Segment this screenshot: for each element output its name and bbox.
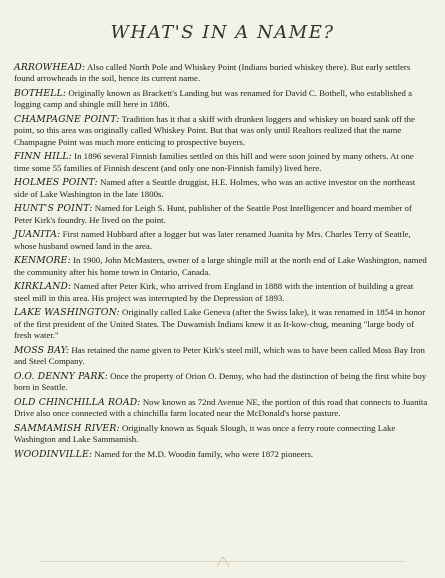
entry-text: Also called North Pole and Whiskey Point (Indians buried whiskey there). But early settlers found arrowheads in the soil, hence its current name. bbox=[14, 62, 411, 84]
entry-bothell bbox=[14, 88, 431, 111]
entry-oo-denny-park bbox=[14, 371, 431, 394]
entry-term: SAMMAMISH RIVER: bbox=[14, 422, 120, 434]
entry-term: JUANITA: bbox=[14, 229, 61, 241]
entry-text: Tradition has it that a skiff with drunken loggers and whiskey on board sank off the point, so this area was originally called Whiskey Point. But that was only until Realtors realized that the name Champagne Point was much more enticing to prospective buyers. bbox=[14, 114, 415, 147]
entry-champagne-point bbox=[14, 114, 431, 148]
entry-text: In 1900, John McMasters, owner of a large shingle mill at the north end of Lake Washington, named the community after his home town in Ontario, Canada. bbox=[14, 255, 427, 277]
entry-text: Originally called Lake Geneva (after the Swiss lake), it was renamed in 1854 in honor of the first president of the United States. The Duwamish Indians knew it as It-kow-chug, meaning "large body of fresh water." bbox=[14, 307, 426, 341]
entry-finn-hill bbox=[14, 151, 431, 174]
entry-term: WOODINVILLE: bbox=[14, 448, 93, 460]
entry-term: BOTHELL: bbox=[14, 88, 67, 99]
entry-text: First named Hubbard after a logger but was later renamed Juanita by Mrs. Charles Terry of Seattle, whose husband owned land in the area. bbox=[14, 229, 411, 251]
entry-holmes-point bbox=[14, 177, 431, 200]
entry-arrowhead bbox=[14, 62, 431, 85]
entry-term: HUNT'S POINT: bbox=[14, 203, 93, 215]
entry-text: Has retained the name given to Peter Kirk's steel mill, which was to have been called Moss Bay Iron and Steel Company. bbox=[14, 344, 425, 367]
entry-kenmore bbox=[14, 255, 431, 278]
entry-old-chinchilla-road bbox=[14, 397, 431, 420]
page-title: WHAT'S IN A NAME? bbox=[110, 22, 335, 43]
entry-text: Named for Leigh S. Hunt, publisher of the Seattle Post Intelligencer and board member of Peter Kirk's foundry. He lived on the point. bbox=[14, 203, 412, 225]
entry-term: FINN HILL: bbox=[14, 151, 72, 163]
entry-lake-washington bbox=[14, 307, 431, 341]
entry-term: HOLMES POINT: bbox=[14, 177, 98, 189]
entry-term: KIRKLAND: bbox=[14, 281, 72, 293]
entry-text: Originally known as Brackett's Landing but was renamed for David C. Bothell, who established a logging camp and shingle mill here in 1886. bbox=[14, 88, 413, 110]
entry-hunts-point bbox=[14, 203, 431, 226]
entry-term: O.O. DENNY PARK: bbox=[14, 370, 108, 382]
entry-list bbox=[14, 62, 431, 460]
entry-juanita bbox=[14, 229, 431, 252]
entry-text: Now known as 72nd Avenue NE, the portion of this road that connects to Juanita Drive also once connected with a chinchilla farm located near the McDonald's horse pasture. bbox=[14, 396, 428, 419]
entry-text: Named after Peter Kirk, who arrived from England in 1888 with the intention of building a great steel mill in this area. His project was interrupted by the Depression of 1893. bbox=[14, 281, 414, 303]
entry-text: Once the property of Orion O. Denny, who had the distinction of being the first white boy born in Seattle. bbox=[14, 370, 427, 393]
entry-text: In 1896 several Finnish families settled on this hill and were soon joined by many others. At one time some 55 families of Finnish descent (and only one non-Finnish family) lived here. bbox=[14, 151, 414, 173]
entry-term: KENMORE: bbox=[14, 255, 71, 267]
entry-term: OLD CHINCHILLA ROAD: bbox=[14, 396, 141, 408]
entry-text: Named for the M.D. Woodin family, who were 1872 pioneers. bbox=[94, 448, 314, 459]
entry-term: ARROWHEAD: bbox=[14, 62, 86, 73]
entry-moss-bay bbox=[14, 345, 431, 368]
entry-term: MOSS BAY: bbox=[14, 344, 70, 356]
entry-kirkland bbox=[14, 281, 431, 304]
entry-text: Named after a Seattle druggist, H.E. Holmes, who was an active investor on the northeast side of Lake Washington in the late 1800s. bbox=[14, 177, 416, 199]
entry-term: CHAMPAGNE POINT: bbox=[14, 114, 120, 125]
entry-sammamish-river bbox=[14, 423, 431, 446]
entry-text: Originally known as Squak Slough, it was once a ferry route connecting Lake Washington and Lake Sammamish. bbox=[14, 422, 396, 445]
entry-woodinville bbox=[14, 449, 431, 460]
ornament-icon bbox=[216, 556, 230, 568]
entry-term: LAKE WASHINGTON: bbox=[14, 307, 120, 319]
